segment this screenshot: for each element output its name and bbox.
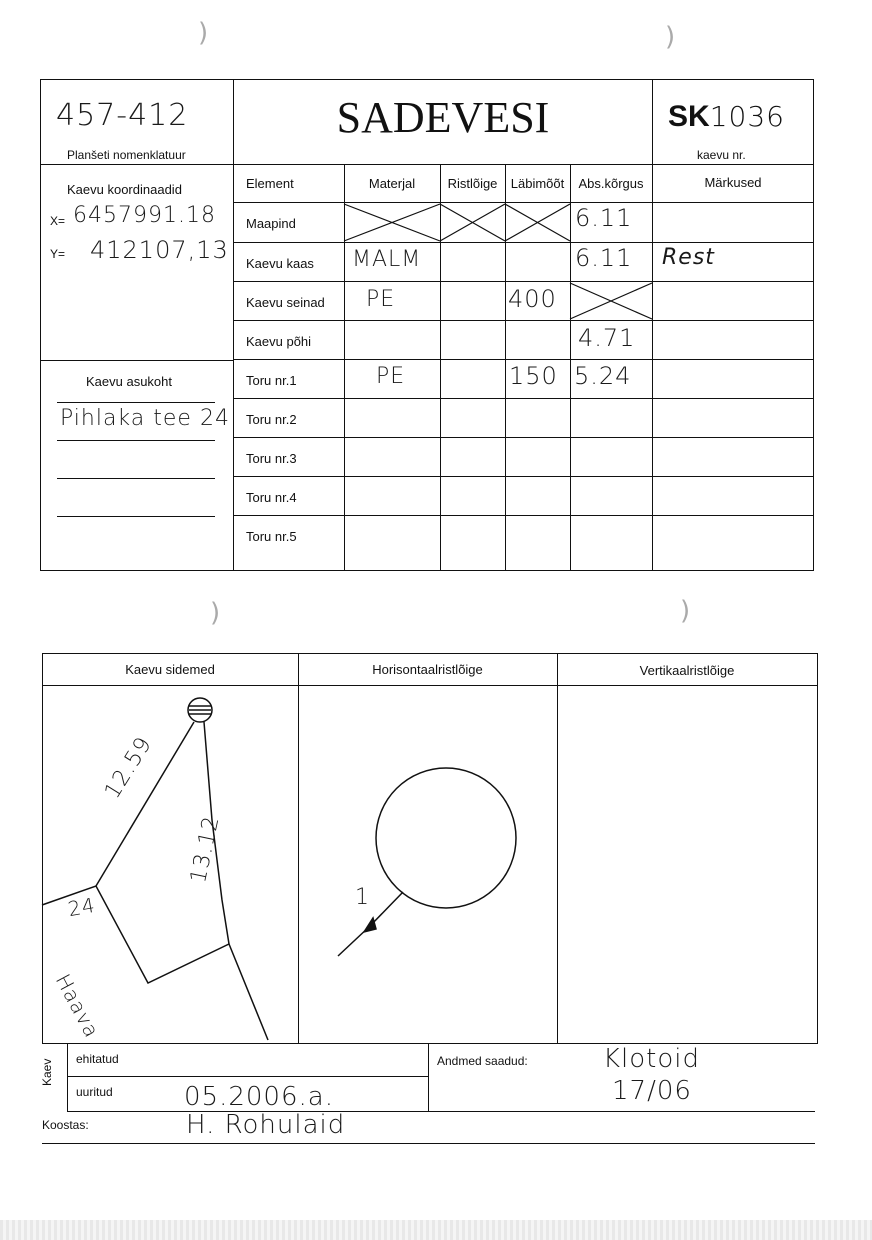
well-number-label: kaevu nr. — [697, 148, 746, 162]
well-circle — [376, 768, 516, 908]
row-element: Maapind — [246, 216, 296, 231]
koostas-label: Koostas: — [42, 1118, 89, 1132]
sidemed-dim-2: 13.12 — [186, 813, 225, 886]
labimoot-value: 150 — [509, 362, 558, 390]
row-element: Kaevu kaas — [246, 256, 314, 271]
row-element: Toru nr.4 — [246, 490, 297, 505]
abs-value: 5.24 — [574, 362, 632, 390]
header-markused: Märkused — [704, 175, 762, 190]
y-label: Y= — [50, 247, 66, 261]
location-label: Kaevu asukoht — [86, 374, 173, 389]
form-title: SADEVESI — [336, 93, 550, 142]
andmed-value-source: Klotoid — [603, 1044, 701, 1074]
materjal-value: PE — [376, 364, 406, 389]
sidemed-street: Haava — [50, 970, 105, 1042]
y-value: 412107,13 — [90, 236, 229, 264]
materjal-value: PE — [366, 287, 396, 312]
row-element: Toru nr.5 — [246, 529, 297, 544]
andmed-label: Andmed saadud: — [437, 1054, 528, 1068]
well-number-prefix: SK — [668, 100, 710, 133]
ehitatud-label: ehitatud — [76, 1052, 119, 1066]
sidemed-dim-1: 12.59 — [100, 732, 158, 804]
coordinates-label: Kaevu koordinaadid — [67, 182, 182, 197]
punch-mark: ) — [198, 18, 209, 48]
kaev-label: Kaev — [40, 1058, 54, 1086]
row-element: Kaevu seinad — [246, 295, 325, 310]
andmed-value-date: 17/06 — [612, 1076, 692, 1106]
x-value: 6457991.18 — [73, 203, 216, 228]
punch-mark: ) — [210, 598, 221, 628]
well-number-value: 1036 — [709, 100, 785, 133]
sheet-label: Planšeti nomenklatuur — [67, 148, 186, 162]
header-labimoot: Läbimõõt — [510, 176, 565, 191]
horizontal-section-sketch — [338, 768, 516, 956]
scan-edge — [0, 1220, 872, 1240]
horisontaal-label: Horisontaalristlõige — [372, 662, 483, 677]
abs-value: 6.11 — [575, 204, 633, 232]
materjal-value: MALM — [352, 247, 422, 272]
abs-value: 4.71 — [578, 324, 636, 352]
row-element: Kaevu põhi — [246, 334, 312, 349]
koostas-value: H. Rohulaid — [186, 1110, 346, 1140]
row-element: Toru nr.3 — [246, 451, 297, 466]
x-label: X= — [50, 214, 66, 228]
vertikaal-label: Vertikaalristlõige — [639, 663, 735, 678]
sidemed-label: Kaevu sidemed — [125, 662, 215, 677]
uuritud-label: uuritud — [76, 1085, 113, 1099]
header-abs: Abs.kõrgus — [578, 176, 644, 191]
header-materjal: Materjal — [368, 176, 416, 191]
row-element: Toru nr.2 — [246, 412, 297, 427]
labimoot-value: 400 — [508, 285, 557, 313]
header-ristloige: Ristlõige — [447, 176, 498, 191]
punch-mark: ) — [680, 596, 691, 626]
uuritud-value: 05.2006.a. — [184, 1082, 334, 1112]
sheet-code: 457-412 — [56, 98, 189, 133]
punch-mark: ) — [665, 22, 676, 52]
row-element: Toru nr.1 — [246, 373, 297, 388]
location-value: Pihlaka tee 24 — [60, 406, 230, 431]
markused-value: Rest — [662, 245, 715, 270]
header-element: Element — [246, 176, 294, 191]
abs-value: 6.11 — [575, 244, 633, 272]
pipe-arrow-icon — [364, 918, 376, 932]
pipe-number: 1 — [355, 885, 370, 910]
sidemed-number: 24 — [66, 892, 98, 922]
